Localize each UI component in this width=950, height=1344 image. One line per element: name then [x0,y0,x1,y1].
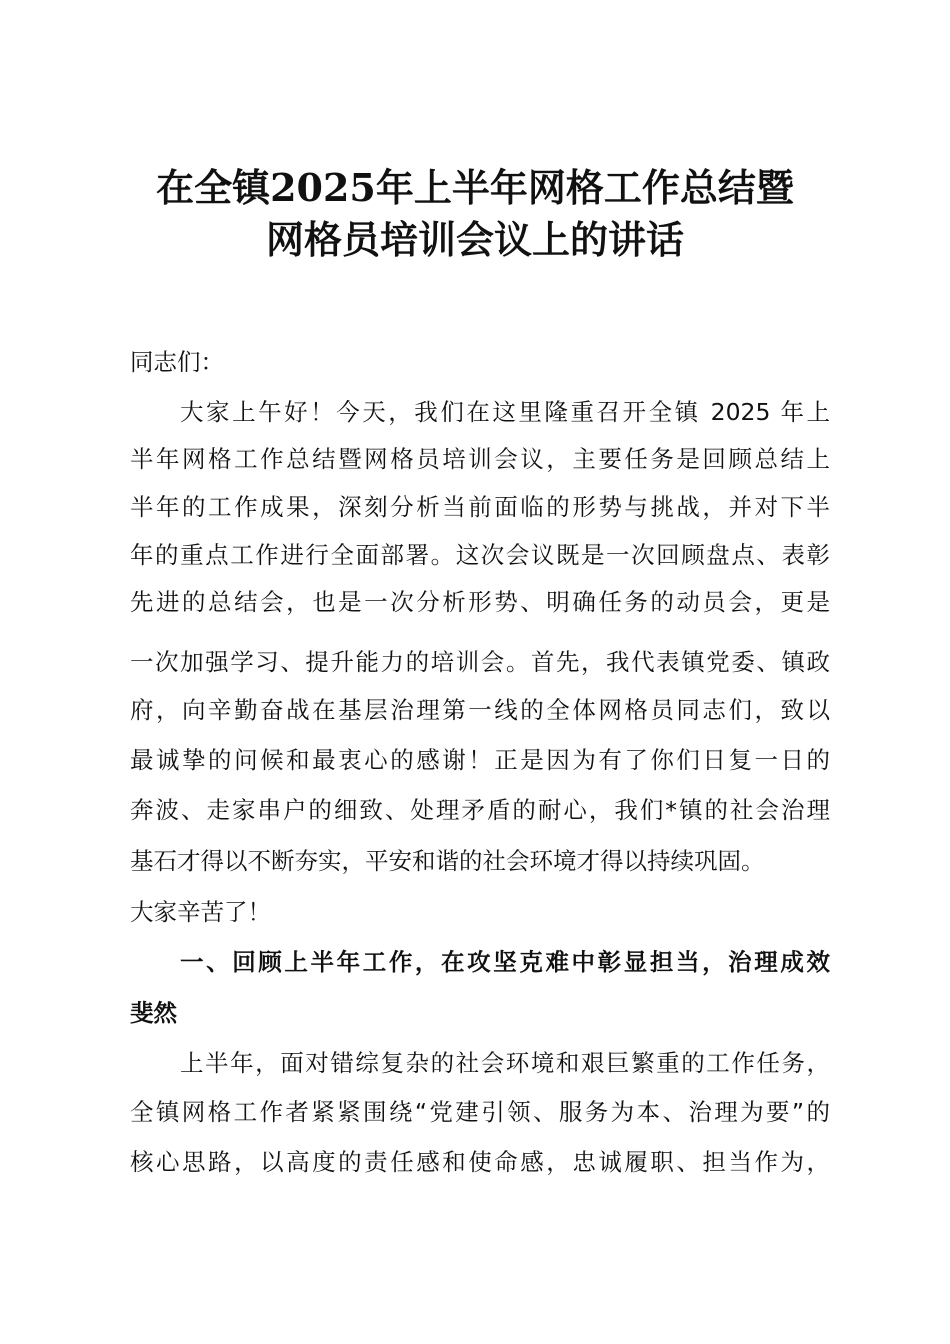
paragraph-1-line: 大家上午好！今天，我们在这里隆重召开全镇 2025 年上 [180,398,830,426]
paragraph-2-line: 全镇网格工作者紧紧围绕“党建引领、服务为本、治理为要”的 [130,1098,830,1126]
paragraph-1-line: 基石才得以不断夯实，平安和谐的社会环境才得以持续巩固。 [130,847,765,875]
paragraph-1-line: 一次加强学习、提升能力的培训会。首先，我代表镇党委、镇政 [130,648,830,676]
paragraph-1-line: 年的重点工作进行全面部署。这次会议既是一次回顾盘点、表彰 [130,541,830,569]
paragraph-2-line: 核心思路，以高度的责任感和使命感，忠诚履职、担当作为， [130,1148,830,1176]
paragraph-2-line: 上半年，面对错综复杂的社会环境和艰巨繁重的工作任务， [180,1049,830,1077]
paragraph-1-line: 府，向辛勤奋战在基层治理第一线的全体网格员同志们，致以 [130,696,830,724]
document-title-line-1: 在全镇2025年上半年网格工作总结暨 [156,165,794,210]
document-title-line-2: 网格员培训会议上的讲话 [265,217,684,262]
salutation: 同志们： [130,348,224,376]
section-heading-1-line: 一、回顾上半年工作，在攻坚克难中彰显担当，治理成效 [180,948,830,976]
section-heading-1-line: 斐然 [130,999,177,1027]
paragraph-1-line: 半年网格工作总结暨网格员培训会议，主要任务是回顾总结上 [130,445,830,473]
paragraph-1-line: 大家辛苦了！ [130,898,271,926]
paragraph-1-line: 奔波、走家串户的细致、处理矛盾的耐心，我们*镇的社会治理 [130,796,830,824]
paragraph-1-line: 半年的工作成果，深刻分析当前面临的形势与挑战，并对下半 [130,493,830,521]
paragraph-1-line: 最诚挚的问候和最衷心的感谢！正是因为有了你们日复一日的 [130,746,830,774]
paragraph-1-line: 先进的总结会，也是一次分析形势、明确任务的动员会，更是 [130,588,830,616]
